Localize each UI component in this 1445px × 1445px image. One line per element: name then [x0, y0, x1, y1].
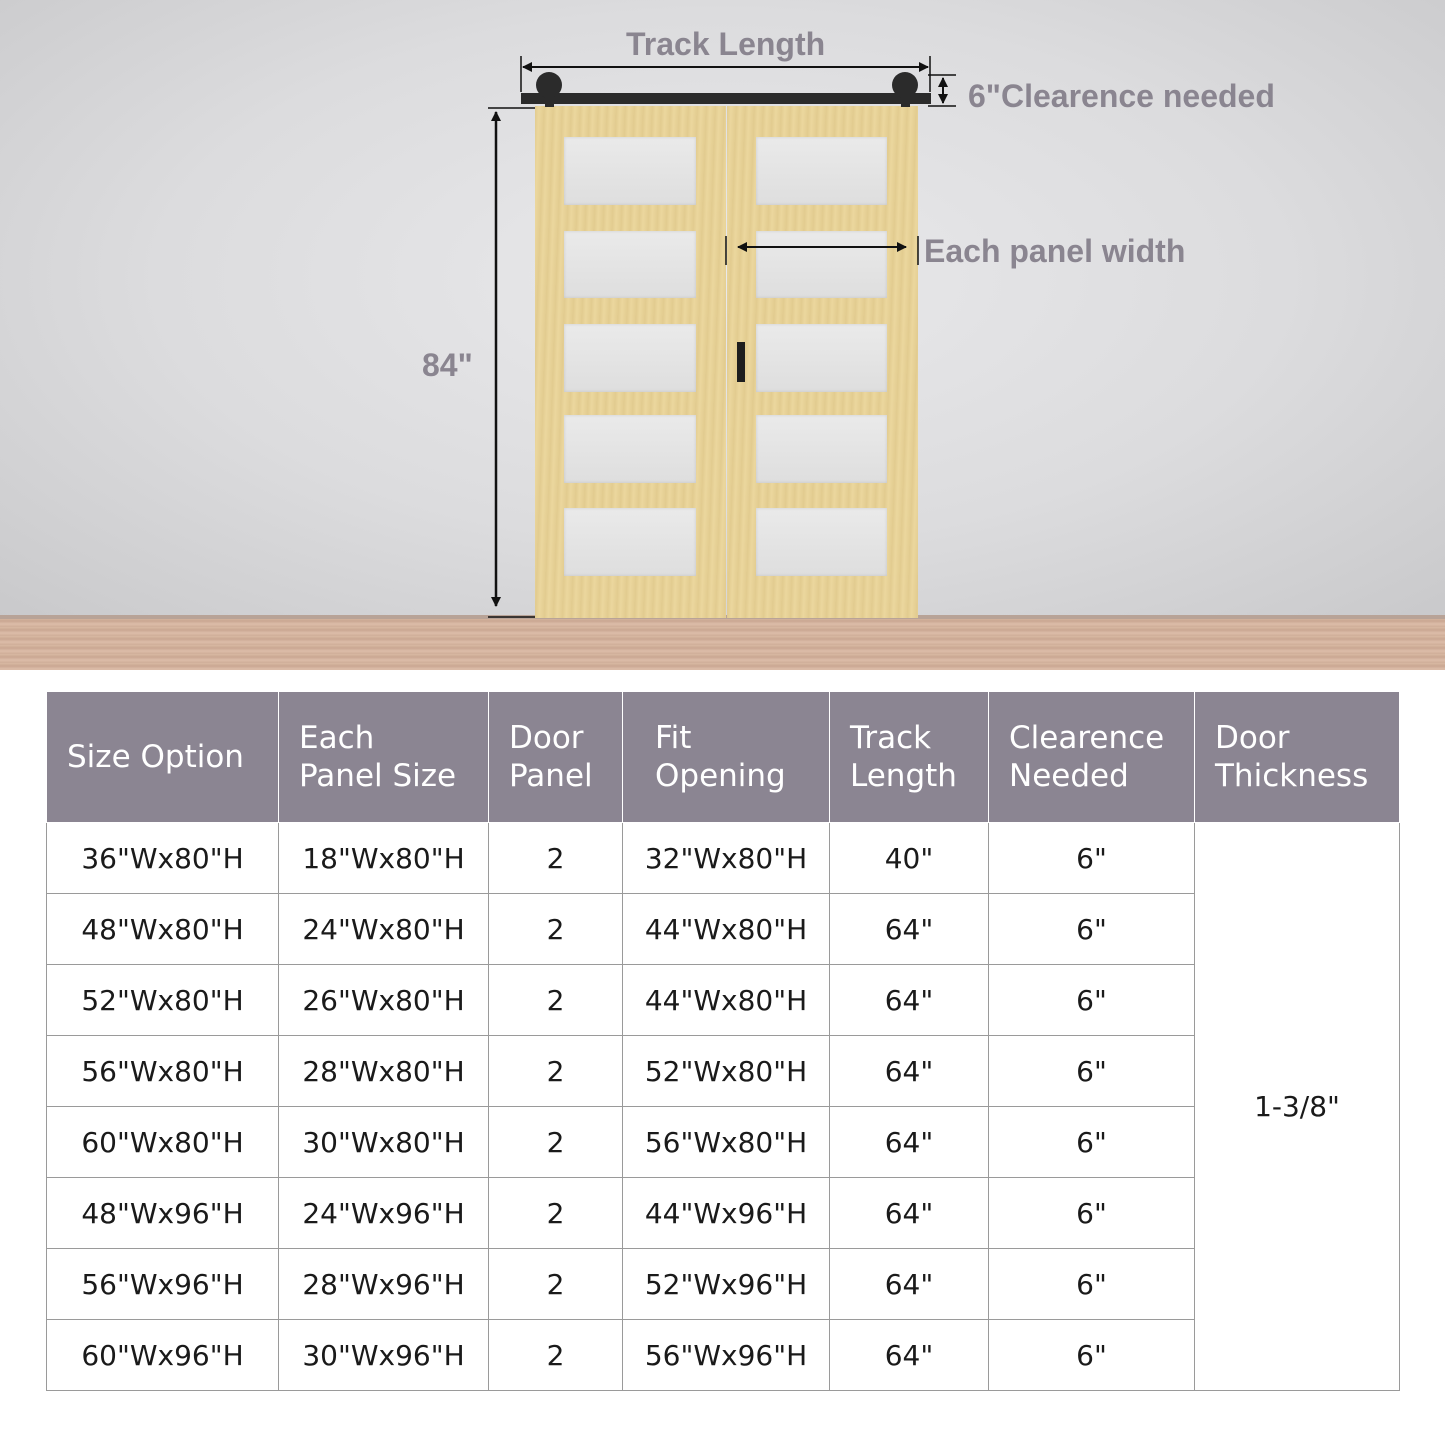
header-fit-opening: Fit Opening	[623, 692, 830, 823]
track-length-cell: 64"	[830, 965, 989, 1036]
door-panel-cell: 2	[489, 1178, 623, 1249]
track-length-cell: 64"	[830, 1107, 989, 1178]
size-spec-table	[46, 691, 1400, 1391]
door-thickness-cell: 1-3/8"	[1195, 823, 1400, 1391]
panel-width-label: Each panel width	[924, 233, 1186, 269]
track-length-cell: 64"	[830, 1036, 989, 1107]
hanger-strap-right	[901, 85, 910, 107]
panel-size-cell: 24"Wx96"H	[279, 1178, 489, 1249]
track-length-cell: 64"	[830, 1249, 989, 1320]
door-panel-cell: 2	[489, 1107, 623, 1178]
clearance-label: 6"Clearence needed	[968, 78, 1275, 114]
fit-opening-cell: 56"Wx96"H	[623, 1320, 830, 1391]
table-row	[47, 823, 1400, 894]
fit-opening-cell: 44"Wx96"H	[623, 1178, 830, 1249]
header-track-length: Track Length	[830, 692, 989, 823]
panel-size-cell: 18"Wx80"H	[279, 823, 489, 894]
size-option-cell: 36"Wx80"H	[47, 823, 279, 894]
track-length-cell: 64"	[830, 894, 989, 965]
fit-opening-cell: 32"Wx80"H	[623, 823, 830, 894]
door-panel-cell: 2	[489, 1320, 623, 1391]
track-length-label: Track Length	[626, 26, 826, 62]
size-option-cell: 52"Wx80"H	[47, 965, 279, 1036]
height-label: 84"	[422, 347, 473, 383]
size-option-cell: 48"Wx96"H	[47, 1178, 279, 1249]
panel-size-cell: 28"Wx96"H	[279, 1249, 489, 1320]
header-clearence-needed: Clearence Needed	[989, 692, 1195, 823]
header-each-panel-size: Each Panel Size	[279, 692, 489, 823]
door-panel-cell: 2	[489, 823, 623, 894]
hanger-strap-left	[545, 85, 554, 107]
size-option-cell: 60"Wx80"H	[47, 1107, 279, 1178]
header-door-panel: Door Panel	[489, 692, 623, 823]
panel-size-cell: 30"Wx96"H	[279, 1320, 489, 1391]
clearence-cell: 6"	[989, 1178, 1195, 1249]
clearence-cell: 6"	[989, 1249, 1195, 1320]
clearence-cell: 6"	[989, 823, 1195, 894]
panel-size-cell: 26"Wx80"H	[279, 965, 489, 1036]
track-length-cell: 64"	[830, 1178, 989, 1249]
clearence-cell: 6"	[989, 965, 1195, 1036]
door-panel-cell: 2	[489, 1249, 623, 1320]
size-option-cell: 48"Wx80"H	[47, 894, 279, 965]
header-door-thickness: Door Thickness	[1195, 692, 1400, 823]
panel-size-cell: 30"Wx80"H	[279, 1107, 489, 1178]
clearence-cell: 6"	[989, 1320, 1195, 1391]
size-option-cell: 56"Wx96"H	[47, 1249, 279, 1320]
table-header-row	[47, 692, 1400, 823]
track-length-cell: 40"	[830, 823, 989, 894]
size-option-cell: 56"Wx80"H	[47, 1036, 279, 1107]
clearence-cell: 6"	[989, 894, 1195, 965]
size-option-cell: 60"Wx96"H	[47, 1320, 279, 1391]
door-panel-cell: 2	[489, 1036, 623, 1107]
door-diagram	[0, 0, 1445, 670]
clearence-cell: 6"	[989, 1107, 1195, 1178]
track-rail	[521, 93, 931, 104]
clearence-cell: 6"	[989, 1036, 1195, 1107]
fit-opening-cell: 44"Wx80"H	[623, 894, 830, 965]
fit-opening-cell: 52"Wx96"H	[623, 1249, 830, 1320]
fit-opening-cell: 52"Wx80"H	[623, 1036, 830, 1107]
fit-opening-cell: 44"Wx80"H	[623, 965, 830, 1036]
door-panel-cell: 2	[489, 894, 623, 965]
door-panel-cell: 2	[489, 965, 623, 1036]
header-size-option: Size Option	[47, 692, 279, 823]
fit-opening-cell: 56"Wx80"H	[623, 1107, 830, 1178]
panel-size-cell: 24"Wx80"H	[279, 894, 489, 965]
track-length-cell: 64"	[830, 1320, 989, 1391]
panel-size-cell: 28"Wx80"H	[279, 1036, 489, 1107]
door-handle	[737, 342, 745, 382]
